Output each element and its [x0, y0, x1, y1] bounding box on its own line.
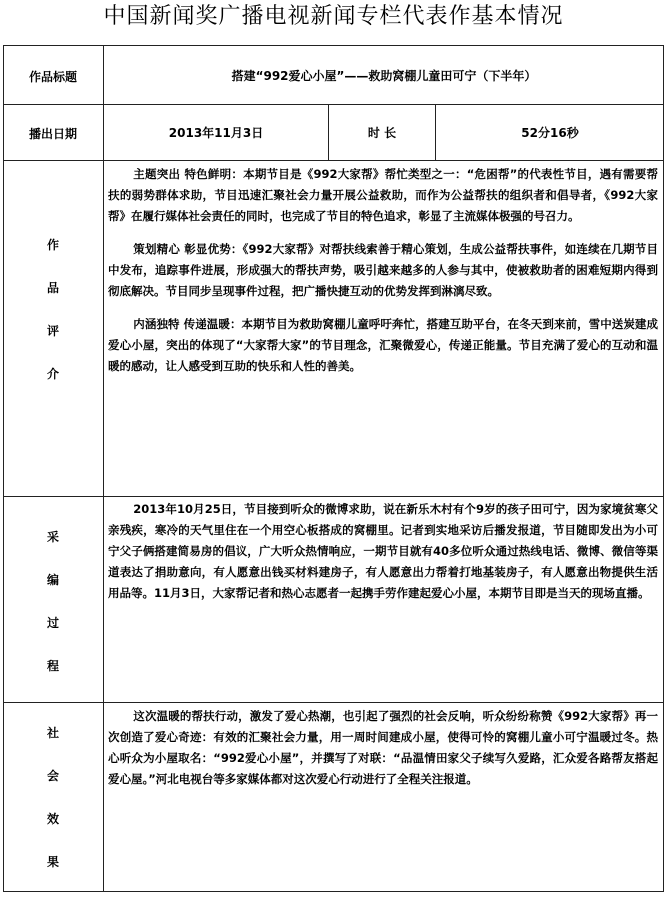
page-title: 中国新闻奖广播电视新闻专栏代表作基本情况 — [103, 4, 564, 29]
duration-label: 时 长 — [367, 126, 397, 140]
evaluation-label-char: 介 — [46, 367, 59, 381]
broadcast-date-value: 2013年11月3日 — [168, 126, 264, 140]
evaluation-paragraph: 主题突出 特色鲜明：本期节目是《992大家帮》帮忙类型之一：“危困帮”的代表性节目，遇有需要帮扶的弱势群体求助，节目迅速汇聚社会力量开展公益救助，而作为公益帮扶的组织者和倡导者，《992大家帮》在履行媒体社会责任的同时，也完成了节目的特色追求，彰显了主流媒体极强的号召力。 — [108, 167, 658, 223]
work-title-label: 作品标题 — [28, 70, 77, 84]
evaluation-paragraph: 内涵独特 传递温暖：本期节目为救助窝棚儿童呼吁奔忙，搭建互助平台，在冬天到来前，雪中送炭建成爱心小屋，突出的体现了“大家帮大家”的节目理念，汇聚微爱心，传递正能量。节目充满了爱心的互动和温暖的感动，让人感受到互助的快乐和人性的善美。 — [108, 317, 658, 373]
evaluation-label-char: 品 — [46, 281, 59, 295]
effect-label — [3, 724, 103, 896]
evaluation-text — [108, 164, 658, 389]
effect-label-char: 社 — [46, 726, 59, 740]
effect-paragraph: 这次温暖的帮扶行动，激发了爱心热潮，也引起了强烈的社会反响，听众纷纷称赞《992大家帮》再一次创造了爱心奇迹：有效的汇聚社会力量，用一周时间建成小屋，使得可怜的窝棚儿童小可宁温暖过冬。热心听众为小屋取名：“992爱心小屋”，并撰写了对联：“品温情田家父子续写久爱路，汇众爱各路帮友搭起爱心屋。”河北电视台等多家媒体都对这次爱心行动进行了全程关注报道。 — [108, 709, 658, 786]
effect-label-char: 会 — [46, 769, 59, 783]
process-label-char: 采 — [46, 530, 59, 544]
process-paragraph: 2013年10月25日，节目接到听众的微博求助，说在新乐木村有个9岁的孩子田可宁，因为家境贫寒父亲残疾，寒冷的天气里住在一个用空心板搭成的窝棚里。记者到实地采访后播发报道，节目随即发出为小可宁父子俩搭建简易房的倡议，广大听众热情响应，一期节目就有40多位听众通过热线电话、微博、微信等渠道表达了捐助意向，有人愿意出钱买材料建房子，有人愿意出力帮着打地基装房子，有人愿意出物提供生活用品等。11月3日，大家帮记者和热心志愿者一起携手劳作建起爱心小屋，本期节目即是当天的现场直播。 — [108, 502, 658, 600]
evaluation-label-char: 评 — [46, 324, 59, 338]
table-rule — [103, 45, 104, 892]
broadcast-date-label: 播出日期 — [28, 127, 77, 141]
effect-text — [108, 706, 658, 802]
evaluation-label-char: 作 — [46, 238, 59, 252]
process-label-char: 编 — [46, 573, 59, 587]
process-text — [108, 499, 658, 616]
process-label — [3, 528, 103, 700]
effect-label-char: 果 — [46, 855, 59, 869]
process-label-char: 过 — [46, 616, 59, 630]
evaluation-paragraph: 策划精心 彰显优势：《992大家帮》对帮扶线索善于精心策划，生成公益帮扶事件，如连续在几期节目中发布，追踪事件进展，形成强大的帮扶声势，吸引越来越多的人参与其中，使被救助者的困难短期内得到彻底解决。节目同步呈现事件过程，把广播快捷互动的优势发挥到淋漓尽致。 — [108, 242, 658, 298]
work-title-value: 搭建“992爱心小屋”——救助窝棚儿童田可宁（下半年） — [231, 69, 537, 83]
process-label-char: 程 — [46, 659, 59, 673]
effect-label-char: 效 — [46, 812, 59, 826]
duration-value: 52分16秒 — [521, 126, 579, 140]
evaluation-label — [3, 236, 103, 408]
